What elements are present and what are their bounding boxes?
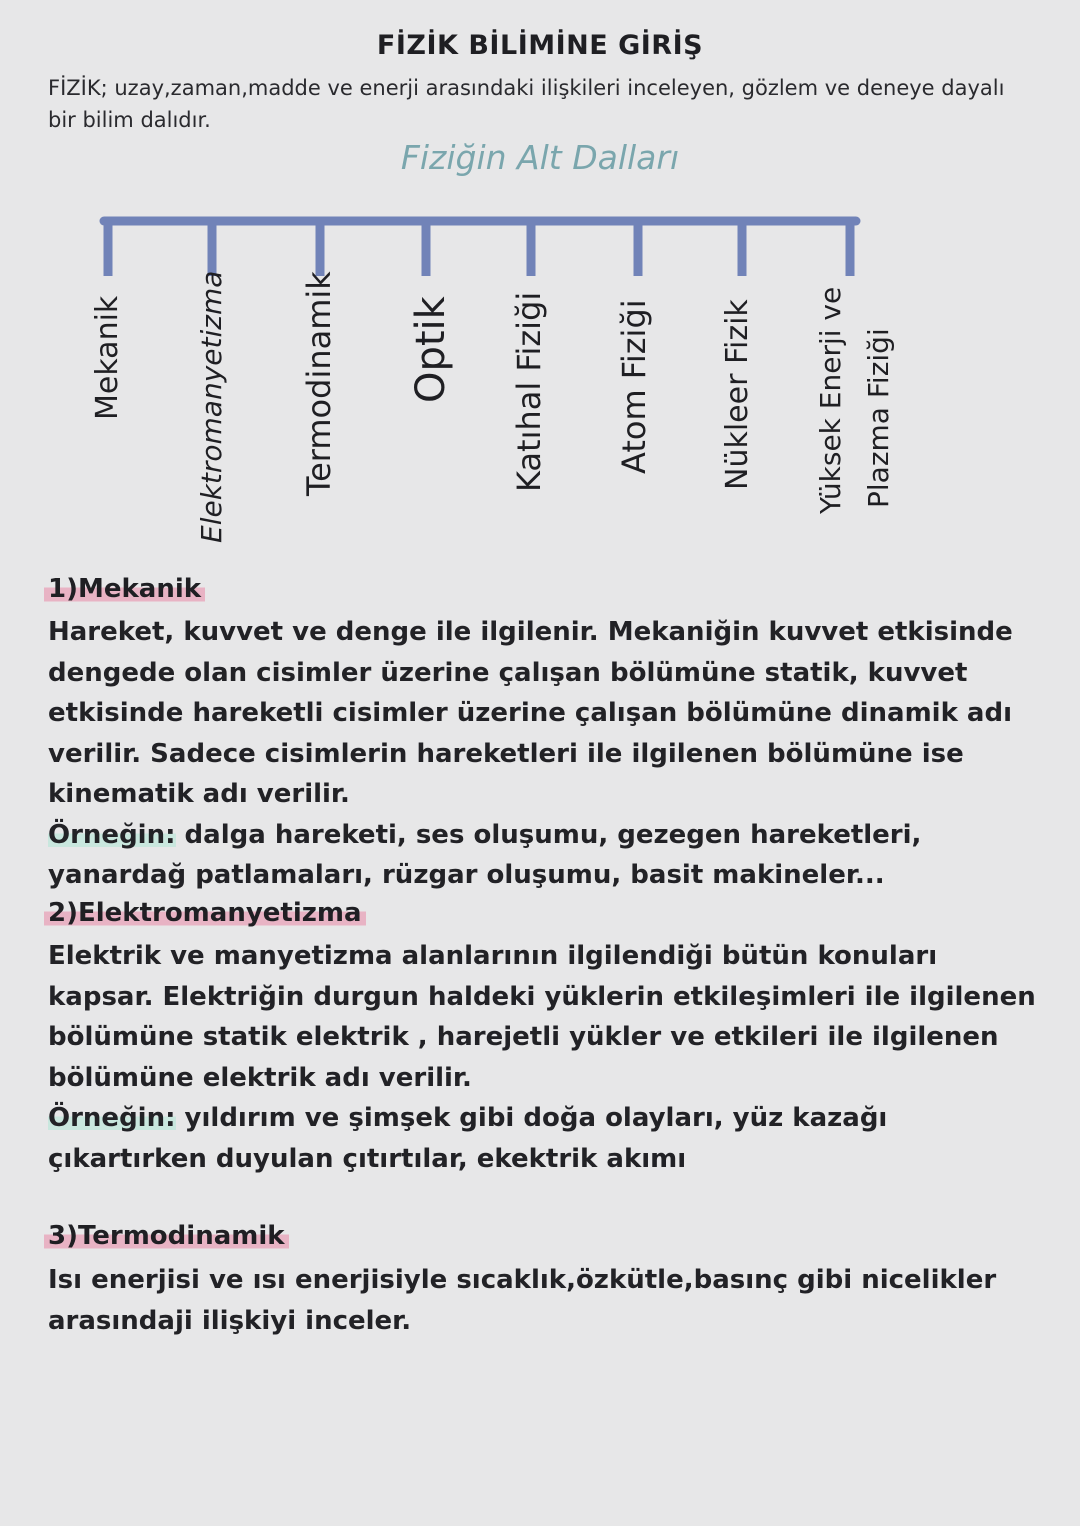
example-label: Örneğin:: [48, 819, 176, 850]
branch-nukleer-fizik: Nükleer Fizik: [720, 299, 755, 490]
branch-optik: Optik: [408, 296, 454, 403]
section-title-termodinamik: 3)Termodinamik: [44, 1221, 289, 1251]
intro-text: FİZİK; uzay,zaman,madde ve enerji arasındaki ilişkileri inceleyen, gözlem ve deneye dayalı bir bilim dalıdır.: [48, 76, 1005, 132]
section-body-termodinamik: Isı enerjisi ve ısı enerjisiyle sıcaklık,özkütle,basınç gibi nicelikler arasındaji ilişkiyi inceler.: [48, 1265, 997, 1336]
section-body-mekanik: Hareket, kuvvet ve denge ile ilgilenir. Mekaniğin kuvvet etkisinde dengede olan cisimler üzerine çalışan bölümüne statik, kuvvet etkisinde hareketli cisimler üzerine çalışan bölümüne dinamik adı verilir. Sadece cisimlerin hareketleri ile ilgilenen bölümüne ise kinematik adı verilir. Örneğin: dalga hareketi, ses oluşumu, gezegen hareketleri, yanardağ patlamaları, rüzgar oluşumu, basit makineler...: [48, 617, 1013, 890]
branch-yuksek-enerji: Yüksek Enerji ve: [814, 286, 847, 514]
page-title: FİZİK BİLİMİNE GİRİŞ: [376, 30, 704, 61]
section-title-elektromanyetizma: 2)Elektromanyetizma: [44, 898, 366, 928]
example-label: Örneğin:: [48, 1103, 176, 1133]
subtitle: Fiziğin Alt Dalları: [400, 138, 680, 177]
branch-plazma-fizigi: Plazma Fiziği: [862, 328, 895, 508]
branch-mekanik: Mekanik: [90, 295, 125, 420]
branch-katihal-fizigi: Katıhal Fiziği: [510, 291, 548, 492]
branch-elektromanyetizma: Elektromanyetizma: [195, 270, 228, 543]
section-body-elektromanyetizma: Elektrik ve manyetizma alanlarının ilgilendiği bütün konuları kapsar. Elektriğin durgun haldeki yüklerin etkileşimleri ile ilgilenen bölümüne statik elektrik , harejetli yükler ve etkileri ile ilgilenen bölümüne elektrik adı verilir. Örneğin: yıldırım ve şimşek gibi doğa olayları, yüz kazağı çıkartırken duyulan çıtırtılar, ekektrik akımı: [48, 941, 1036, 1174]
branch-tree: [0, 0, 1080, 560]
branch-atom-fizigi: Atom Fiziği: [615, 299, 653, 474]
section-title-mekanik: 1)Mekanik: [44, 574, 205, 604]
branch-termodinamik: Termodinamik: [300, 271, 338, 496]
